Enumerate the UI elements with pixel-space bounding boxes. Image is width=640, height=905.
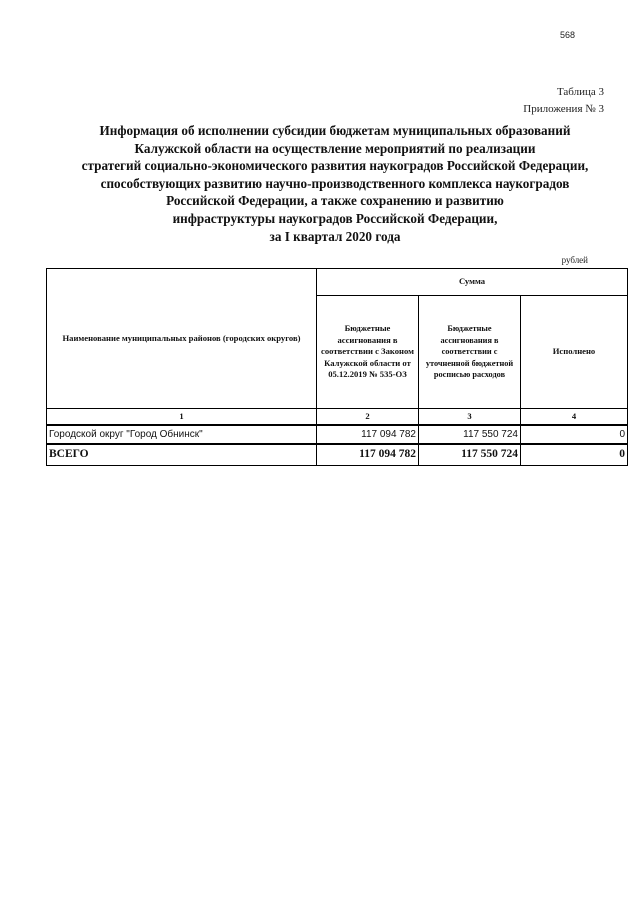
col-number: 1 [47, 409, 317, 426]
total-label: ВСЕГО [47, 444, 317, 466]
total-budget-law: 117 094 782 [317, 444, 419, 466]
col-number: 4 [521, 409, 628, 426]
col-number: 2 [317, 409, 419, 426]
page-number: 568 [560, 30, 576, 40]
budget-refined-value: 117 550 724 [419, 425, 521, 444]
total-executed: 0 [521, 444, 628, 466]
subsidy-table [46, 268, 628, 466]
table-row [47, 425, 628, 444]
title-line: инфраструктуры наукоградов Российской Федерации, [172, 210, 498, 226]
title-line: за I квартал 2020 года [269, 228, 401, 244]
title-line: Российской Федерации, а также сохранению и развитию [166, 193, 504, 209]
col-header-name: Наименование муниципальных районов (городских округов) [47, 269, 317, 409]
total-budget-refined: 117 550 724 [419, 444, 521, 466]
title-line: Информация об исполнении субсидии бюджетам муниципальных образований [99, 123, 571, 138]
col-header-sum: Сумма [317, 269, 628, 296]
appendix-label: Приложения № 3 [523, 103, 604, 115]
title-line: способствующих развитию научно-производственного комплекса наукоградов [100, 175, 570, 191]
col-header-budget-refined: Бюджетные ассигнования в соответствии с уточненной бюджетной росписью расходов [419, 296, 521, 409]
title-line: Калужской области на осуществление мероприятий по реализации [134, 140, 536, 156]
units-label: рублей [561, 255, 588, 265]
executed-value: 0 [521, 425, 628, 444]
col-header-budget-law: Бюджетные ассигнования в соответствии с Законом Калужской области от 05.12.2019 № 535-ОЗ [317, 296, 419, 409]
document-title [40, 122, 630, 245]
municipality-name: Городской округ "Город Обнинск" [47, 425, 317, 444]
title-line: стратегий социально-экономического развития наукоградов Российской Федерации, [81, 158, 589, 174]
table-label: Таблица 3 [556, 86, 604, 98]
total-row [47, 444, 628, 466]
col-header-executed: Исполнено [521, 296, 628, 409]
budget-law-value: 117 094 782 [317, 425, 419, 444]
col-number: 3 [419, 409, 521, 426]
